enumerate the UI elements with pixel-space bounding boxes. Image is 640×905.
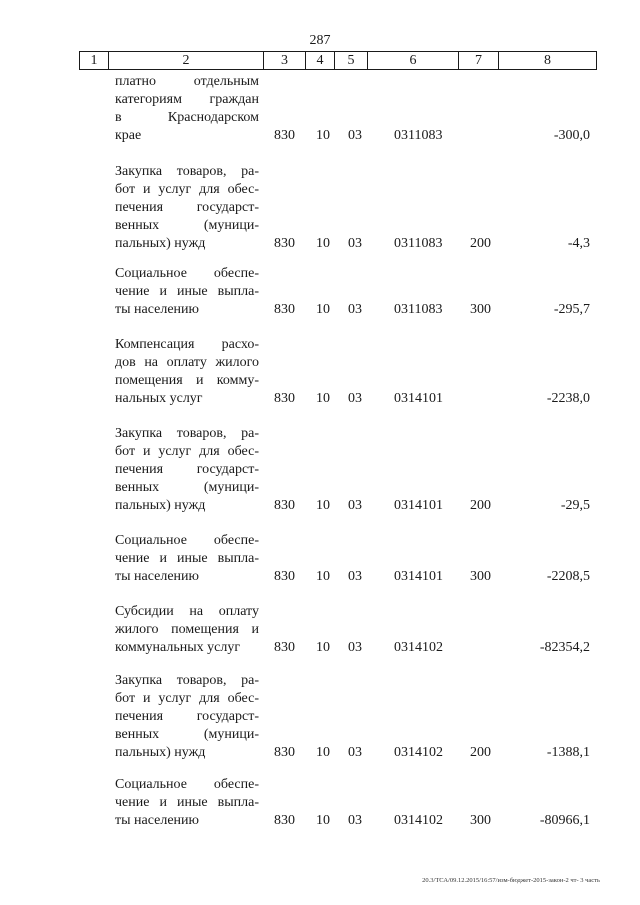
row-description [115,265,259,319]
column-header-8: 8 [499,52,597,70]
table-row [0,163,640,253]
cell-col-3: 830 [274,498,295,513]
column-header-table [79,51,597,70]
description-line: печения государст- [115,709,259,724]
description-line: пальных) нужд [115,745,206,760]
table-row [0,73,640,145]
column-header-2: 2 [109,52,264,70]
cell-col-4: 10 [316,391,330,406]
cell-col-7: 200 [470,236,491,251]
description-line: ты населению [115,569,199,584]
cell-col-7: 300 [470,302,491,317]
cell-col-7: 300 [470,813,491,828]
description-line: коммунальных услуг [115,640,241,655]
description-line: Закупка товаров, ра- [115,426,259,441]
description-line: нальных услуг [115,391,203,406]
description-line: печения государст- [115,462,259,477]
description-line: Социальное обеспе- [115,777,259,792]
description-line: в Краснодарском [115,110,259,125]
description-line: бот и услуг для обес- [115,691,259,706]
cell-col-5: 03 [348,302,362,317]
cell-col-6: 0311083 [394,302,443,317]
cell-col-8: -82354,2 [539,640,590,655]
cell-col-8: -2208,5 [546,569,590,584]
cell-col-6: 0314101 [394,569,443,584]
cell-col-8: -300,0 [553,128,590,143]
cell-col-4: 10 [316,813,330,828]
cell-col-4: 10 [316,236,330,251]
description-line: платно отдельным [115,74,259,89]
description-line: категориям граждан [115,92,259,107]
cell-col-5: 03 [348,745,362,760]
row-description [115,73,259,145]
cell-col-7: 200 [470,498,491,513]
cell-col-3: 830 [274,302,295,317]
description-line: дов на оплату жилого [115,355,259,370]
cell-col-8: -1388,1 [546,745,590,760]
cell-col-4: 10 [316,745,330,760]
cell-col-3: 830 [274,128,295,143]
column-header-3: 3 [264,52,306,70]
description-line: крае [115,128,142,143]
cell-col-3: 830 [274,640,295,655]
cell-col-5: 03 [348,813,362,828]
cell-col-3: 830 [274,569,295,584]
cell-col-3: 830 [274,813,295,828]
description-line: венных (муници- [115,480,259,495]
cell-col-3: 830 [274,391,295,406]
cell-col-4: 10 [316,569,330,584]
cell-col-5: 03 [348,569,362,584]
row-description [115,532,259,586]
cell-col-8: -295,7 [553,302,590,317]
description-line: венных (муници- [115,218,259,233]
description-line: печения государст- [115,200,259,215]
cell-col-5: 03 [348,391,362,406]
row-description [115,336,259,408]
cell-col-8: -29,5 [560,498,590,513]
description-line: ты населению [115,302,199,317]
cell-col-5: 03 [348,128,362,143]
description-line: Социальное обеспе- [115,533,259,548]
footer-file-stamp: 20.3/ТСА/09.12.2015/16:57/изм-бюджет-2015-закон-2 чт- 3 часть [422,877,600,884]
cell-col-6: 0314101 [394,391,443,406]
description-line: венных (муници- [115,727,259,742]
page-number: 287 [309,33,331,48]
description-line: Компенсация расхо- [115,337,259,352]
cell-col-3: 830 [274,236,295,251]
column-header-1: 1 [80,52,109,70]
cell-col-4: 10 [316,302,330,317]
description-line: бот и услуг для обес- [115,182,259,197]
column-header-5: 5 [335,52,368,70]
row-description [115,603,259,657]
table-row [0,532,640,586]
cell-col-6: 0311083 [394,236,443,251]
row-description [115,672,259,762]
column-header-4: 4 [306,52,335,70]
table-row [0,265,640,319]
cell-col-6: 0314102 [394,745,443,760]
description-line: Закупка товаров, ра- [115,164,259,179]
description-line: чение и иные выпла- [115,284,259,299]
cell-col-4: 10 [316,640,330,655]
cell-col-8: -80966,1 [539,813,590,828]
cell-col-6: 0311083 [394,128,443,143]
description-line: пальных) нужд [115,498,206,513]
column-header-7: 7 [459,52,499,70]
table-row [0,672,640,762]
cell-col-6: 0314101 [394,498,443,513]
table-row [0,776,640,830]
description-line: Социальное обеспе- [115,266,259,281]
description-line: Субсидии на оплату [115,604,259,619]
cell-col-5: 03 [348,236,362,251]
description-line: помещения и комму- [115,373,259,388]
cell-col-5: 03 [348,640,362,655]
description-line: бот и услуг для обес- [115,444,259,459]
cell-col-8: -4,3 [567,236,590,251]
cell-col-6: 0314102 [394,640,443,655]
cell-col-4: 10 [316,128,330,143]
cell-col-3: 830 [274,745,295,760]
description-line: чение и иные выпла- [115,795,259,810]
description-line: чение и иные выпла- [115,551,259,566]
description-line: ты населению [115,813,199,828]
column-header-6: 6 [368,52,459,70]
table-row [0,336,640,408]
description-line: жилого помещения и [115,622,259,637]
cell-col-6: 0314102 [394,813,443,828]
cell-col-7: 200 [470,745,491,760]
row-description [115,163,259,253]
cell-col-8: -2238,0 [546,391,590,406]
row-description [115,425,259,515]
table-row [0,603,640,657]
cell-col-7: 300 [470,569,491,584]
description-line: пальных) нужд [115,236,206,251]
cell-col-4: 10 [316,498,330,513]
cell-col-5: 03 [348,498,362,513]
table-row [0,425,640,515]
row-description [115,776,259,830]
description-line: Закупка товаров, ра- [115,673,259,688]
